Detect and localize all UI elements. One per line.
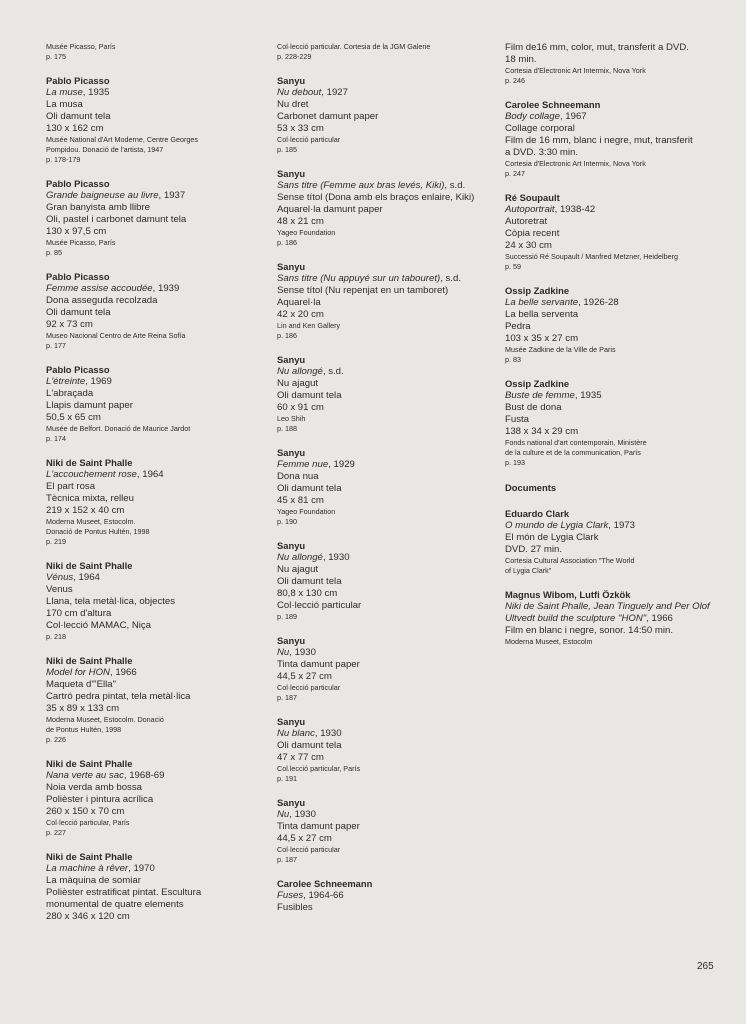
artist-name: Sanyu xyxy=(277,540,306,551)
work-detail: Oli, pastel i carbonet damunt tela xyxy=(46,214,187,225)
work-detail: DVD. 27 min. xyxy=(505,544,563,555)
work-year: , 1966 xyxy=(109,667,137,678)
work-title: La belle servante xyxy=(505,297,579,308)
work-title-line xyxy=(505,297,719,309)
work-detail: Aquarel·la xyxy=(277,297,321,308)
work-title: O mundo de Lygia Clark xyxy=(505,520,609,531)
work-detail: Carbonet damunt paper xyxy=(277,111,379,122)
work-title: Vénus xyxy=(46,572,74,583)
artist-name: Sanyu xyxy=(277,635,306,646)
work-title-line xyxy=(505,204,719,216)
artist-name: Ré Soupault xyxy=(505,192,560,203)
work-detail: 44,5 x 27 cm xyxy=(277,833,332,844)
work-credit: Successió Ré Soupault / Manfred Metzner, Heidelberg xyxy=(505,252,678,261)
page-number: 265 xyxy=(697,961,714,972)
work-detail: 50,5 x 65 cm xyxy=(46,412,101,423)
work-year: , 1964-66 xyxy=(303,890,344,901)
work-credit: p. 247 xyxy=(505,169,525,178)
work-detail: Film de 16 mm, blanc i negre, mut, transferit xyxy=(505,135,693,146)
work-title: Nu allongé xyxy=(277,552,323,563)
work-title-line xyxy=(277,728,491,740)
work-title: Sans titre (Nu appuyé sur un tabouret) xyxy=(277,273,441,284)
work-detail: 53 x 33 cm xyxy=(277,123,324,134)
work-year: , 1930 xyxy=(322,552,350,563)
work-credit: p. 174 xyxy=(46,434,66,443)
work-credit: p. 85 xyxy=(46,248,62,257)
work-detail: Tinta damunt paper xyxy=(277,659,360,670)
work-detail: Maqueta d'"Ella" xyxy=(46,679,116,690)
work-year: , 1967 xyxy=(559,111,587,122)
work-title-line xyxy=(46,283,260,295)
work-credit: p. 178-179 xyxy=(46,155,81,164)
artist-name: Pablo Picasso xyxy=(46,178,110,189)
artist-name: Niki de Saint Phalle xyxy=(46,560,133,571)
work-detail: El part rosa xyxy=(46,481,96,492)
column-2 xyxy=(277,42,491,927)
work-credit: p. 186 xyxy=(277,238,297,247)
work-year: , 1964 xyxy=(73,572,100,583)
work-title-line xyxy=(46,469,260,481)
work-detail: 219 x 152 x 40 cm xyxy=(46,505,125,516)
work-detail: Nu ajagut xyxy=(277,378,319,389)
work-detail: 130 x 162 cm xyxy=(46,123,104,134)
work-year: , 1935 xyxy=(82,87,110,98)
work-title-line xyxy=(277,273,491,285)
work-title-line xyxy=(505,613,719,625)
work-year: , 1938-42 xyxy=(554,204,596,215)
section-heading: Documents xyxy=(505,482,557,493)
work-title-line xyxy=(505,520,719,532)
artist-name: Magnus Wibom, Lutfi Özkök xyxy=(505,589,631,600)
work-detail: Noia verda amb bossa xyxy=(46,782,142,793)
work-title-line xyxy=(505,601,719,613)
work-detail: Oli damunt tela xyxy=(277,576,342,587)
work-detail: Dona nua xyxy=(277,471,319,482)
work-year: , 1930 xyxy=(314,728,342,739)
work-detail: Collage corporal xyxy=(505,123,575,134)
work-title-line xyxy=(46,190,260,202)
work-credit: de la culture et de la communication, París xyxy=(505,448,641,457)
catalogue-entry xyxy=(46,42,260,62)
column-3 xyxy=(505,42,719,660)
work-title: L'accouchement rose xyxy=(46,469,137,480)
catalogue-entry xyxy=(277,75,491,155)
artist-name: Ossip Zadkine xyxy=(505,378,570,389)
artist-name: Sanyu xyxy=(277,75,306,86)
work-title-line xyxy=(505,390,719,402)
catalogue-entry xyxy=(277,354,491,434)
work-credit: Musée de Belfort. Donació de Maurice Jardot xyxy=(46,424,191,433)
work-detail: Film en blanc i negre, sonor. 14:50 min. xyxy=(505,625,673,636)
work-detail: Col·lecció MAMAC, Niça xyxy=(46,620,152,631)
work-detail: Film de16 mm, color, mut, transferit a DVD. xyxy=(505,42,689,53)
work-credit: de Pontus Hultén, 1998 xyxy=(46,725,122,734)
artist-name: Sanyu xyxy=(277,797,306,808)
artist-name: Carolee Schneemann xyxy=(277,878,373,889)
work-credit: p. 228-229 xyxy=(277,52,312,61)
work-detail: Polièster estratificat pintat. Escultura xyxy=(46,887,202,898)
work-credit: p. 187 xyxy=(277,855,297,864)
work-credit: of Lygia Clark" xyxy=(505,566,552,575)
work-title-line xyxy=(277,180,491,192)
work-credit: Col·lecció particular xyxy=(277,845,341,854)
work-credit: Col·lecció particular xyxy=(277,135,341,144)
catalogue-entry xyxy=(505,378,719,468)
work-year: , 1937 xyxy=(158,190,186,201)
work-credit: Col·lecció particular, París xyxy=(46,818,130,827)
work-credit: p. 227 xyxy=(46,828,66,837)
work-title-line xyxy=(46,87,260,99)
work-year: , 1966 xyxy=(646,613,673,624)
work-detail: 60 x 91 cm xyxy=(277,402,324,413)
work-detail: Venus xyxy=(46,584,73,595)
work-detail: 138 x 34 x 29 cm xyxy=(505,426,579,437)
work-year: , 1935 xyxy=(574,390,602,401)
work-credit: p. 185 xyxy=(277,145,297,154)
work-year: , 1973 xyxy=(608,520,635,531)
work-detail: Aquarel·la damunt paper xyxy=(277,204,383,215)
work-detail: La musa xyxy=(46,99,83,110)
work-credit: p. 218 xyxy=(46,632,66,641)
work-detail: Cartró pedra pintat, tela metàl·lica xyxy=(46,691,191,702)
work-credit: Col.lecció particular, París xyxy=(277,764,361,773)
work-credit: Moderna Museet, Estocolm. xyxy=(46,517,136,526)
work-detail: Llapis damunt paper xyxy=(46,400,133,411)
work-detail: Oli damunt tela xyxy=(277,390,342,401)
work-credit: Lin and Ken Gallery xyxy=(277,321,341,330)
work-credit: p. 175 xyxy=(46,52,66,61)
work-year: , s.d. xyxy=(440,273,461,284)
work-credit: Musée Picasso, París xyxy=(46,238,116,247)
work-title-line xyxy=(46,376,260,388)
work-detail: Nu dret xyxy=(277,99,309,110)
work-credit: p. 189 xyxy=(277,612,297,621)
work-credit: Col·lecció particular. Cortesia de la JGM Galerie xyxy=(277,42,431,51)
work-detail: Tècnica mixta, relleu xyxy=(46,493,134,504)
artist-name: Carolee Schneemann xyxy=(505,99,601,110)
work-title-line xyxy=(277,809,491,821)
work-detail: Còpia recent xyxy=(505,228,560,239)
artist-name: Pablo Picasso xyxy=(46,364,110,375)
catalogue-entry xyxy=(505,192,719,272)
work-title: L'étreinte xyxy=(46,376,86,387)
work-detail: La màquina de somiar xyxy=(46,875,141,886)
work-title-line xyxy=(277,552,491,564)
catalogue-entry xyxy=(46,758,260,838)
work-credit: Yageo Foundation xyxy=(277,228,336,237)
work-credit: Fonds national d'art contemporain, Ministère xyxy=(505,438,647,447)
work-year: , s.d. xyxy=(322,366,344,377)
catalogue-entry xyxy=(46,560,260,642)
catalogue-entry xyxy=(46,364,260,444)
work-title-line xyxy=(46,572,260,584)
catalogue-entry xyxy=(46,178,260,258)
work-detail: La bella serventa xyxy=(505,309,579,320)
work-detail: 48 x 21 cm xyxy=(277,216,324,227)
work-title: Nu blanc xyxy=(277,728,315,739)
artist-name: Sanyu xyxy=(277,168,306,179)
work-credit: Donació de Pontus Hultén, 1998 xyxy=(46,527,150,536)
catalogue-entry xyxy=(277,878,491,914)
work-detail: Fusibles xyxy=(277,902,313,913)
work-detail: 42 x 20 cm xyxy=(277,309,324,320)
artist-name: Pablo Picasso xyxy=(46,75,110,86)
work-title: Nana verte au sac xyxy=(46,770,124,781)
work-credit: Pompidou. Donació de l'artista, 1947 xyxy=(46,145,164,154)
catalogue-entry xyxy=(277,540,491,622)
work-detail: Fusta xyxy=(505,414,529,425)
artist-name: Sanyu xyxy=(277,447,306,458)
work-title: Ultvedt build the sculpture "HON" xyxy=(505,613,647,624)
artist-name: Ossip Zadkine xyxy=(505,285,570,296)
work-credit: p. 187 xyxy=(277,693,297,702)
work-credit: p. 191 xyxy=(277,774,297,783)
catalogue-entry xyxy=(46,457,260,547)
catalogue-entry xyxy=(505,285,719,365)
catalogue-entry xyxy=(505,589,719,647)
work-year: , 1930 xyxy=(289,809,316,820)
work-detail: 44,5 x 27 cm xyxy=(277,671,332,682)
work-detail: 35 x 89 x 133 cm xyxy=(46,703,120,714)
work-detail: Oli damunt tela xyxy=(277,740,342,751)
work-credit: p. 83 xyxy=(505,355,521,364)
work-detail: 92 x 73 cm xyxy=(46,319,93,330)
catalogue-entry xyxy=(505,99,719,179)
catalogue-entry xyxy=(277,797,491,865)
artist-name: Niki de Saint Phalle xyxy=(46,758,133,769)
catalogue-entry xyxy=(46,655,260,745)
work-credit: p. 188 xyxy=(277,424,297,433)
work-credit: p. 190 xyxy=(277,517,297,526)
work-detail: Oli damunt tela xyxy=(46,307,111,318)
work-year: , 1968-69 xyxy=(123,770,165,781)
catalogue-entry xyxy=(46,851,260,923)
work-credit: p. 219 xyxy=(46,537,66,546)
work-credit: p. 246 xyxy=(505,76,525,85)
work-credit: Moderna Museet, Estocolm xyxy=(505,637,593,646)
work-credit: Cortesia Cultural Association "The World xyxy=(505,556,635,565)
work-credit: Moderna Museet, Estocolm. Donació xyxy=(46,715,164,724)
work-detail: 280 x 346 x 120 cm xyxy=(46,911,130,922)
work-credit: p. 193 xyxy=(505,458,525,467)
column-1 xyxy=(46,42,260,936)
catalogue-entry xyxy=(505,508,719,576)
work-title: Grande baigneuse au livre xyxy=(46,190,159,201)
work-year: , 1970 xyxy=(128,863,155,874)
work-title: Nu debout xyxy=(277,87,322,98)
work-title-line xyxy=(505,111,719,123)
artist-name: Sanyu xyxy=(277,354,306,365)
work-title-line xyxy=(46,863,260,875)
catalogue-entry xyxy=(505,42,719,86)
work-title: Model for HON xyxy=(46,667,110,678)
work-title-line xyxy=(277,87,491,99)
work-detail: Dona asseguda recolzada xyxy=(46,295,158,306)
work-credit: Leo Shih xyxy=(277,414,306,423)
work-detail: Gran banyista amb llibre xyxy=(46,202,150,213)
work-detail: Nu ajagut xyxy=(277,564,319,575)
work-detail: Tinta damunt paper xyxy=(277,821,360,832)
work-title: Femme assise accoudée xyxy=(46,283,153,294)
work-credit: p. 177 xyxy=(46,341,66,350)
work-year: , 1929 xyxy=(328,459,355,470)
work-detail: monumental de quatre elements xyxy=(46,899,184,910)
work-credit: Museo Nacional Centro de Arte Reina Sofía xyxy=(46,331,186,340)
work-title: Nu xyxy=(277,647,290,658)
artist-name: Niki de Saint Phalle xyxy=(46,457,133,468)
catalogue-entry xyxy=(277,168,491,248)
work-credit: p. 59 xyxy=(505,262,521,271)
work-year: , s.d. xyxy=(444,180,466,191)
artist-name: Pablo Picasso xyxy=(46,271,110,282)
work-detail: Autoretrat xyxy=(505,216,548,227)
work-title: Body collage xyxy=(505,111,560,122)
artist-name: Niki de Saint Phalle xyxy=(46,851,133,862)
work-title-line xyxy=(46,770,260,782)
work-title: Sans titre (Femme aux bras levés, Kiki) xyxy=(277,180,445,191)
work-detail: Bust de dona xyxy=(505,402,562,413)
work-title-line xyxy=(46,667,260,679)
work-title: Nu xyxy=(277,809,290,820)
work-credit: Musée Zadkine de la Ville de Paris xyxy=(505,345,616,354)
work-detail: 170 cm d'altura xyxy=(46,608,112,619)
work-title: Nu allongé xyxy=(277,366,323,377)
work-credit: Musée Picasso, París xyxy=(46,42,116,51)
catalogue-entry xyxy=(277,447,491,527)
work-detail: 45 x 81 cm xyxy=(277,495,324,506)
work-title-line xyxy=(277,459,491,471)
work-detail: Sense títol (Nu repenjat en un tamboret) xyxy=(277,285,449,296)
work-detail: Oli damunt tela xyxy=(46,111,111,122)
work-title-line xyxy=(277,366,491,378)
work-credit: Col·lecció particular xyxy=(277,683,341,692)
work-credit: Yageo Foundation xyxy=(277,507,336,516)
work-detail: L'abraçada xyxy=(46,388,94,399)
work-title-line xyxy=(277,890,491,902)
artist-name: Eduardo Clark xyxy=(505,508,570,519)
work-detail: a DVD. 3:30 min. xyxy=(505,147,579,158)
work-title: Buste de femme xyxy=(505,390,575,401)
work-year: , 1930 xyxy=(289,647,316,658)
work-detail: El món de Lygia Clark xyxy=(505,532,599,543)
work-title: La machine à rêver xyxy=(46,863,129,874)
work-title-line xyxy=(277,647,491,659)
work-credit: p. 226 xyxy=(46,735,66,744)
artist-name: Sanyu xyxy=(277,716,306,727)
work-title: Niki de Saint Phalle, Jean Tinguely and Per Olof xyxy=(505,601,710,612)
catalogue-entry xyxy=(277,42,491,62)
work-detail: 260 x 150 x 70 cm xyxy=(46,806,125,817)
catalogue-entry xyxy=(277,716,491,784)
catalogue-entry xyxy=(46,75,260,165)
work-credit: Cortesia d'Electronic Art Intermix, Nova York xyxy=(505,159,646,168)
artist-name: Sanyu xyxy=(277,261,306,272)
work-detail: 130 x 97,5 cm xyxy=(46,226,107,237)
work-year: , 1939 xyxy=(152,283,180,294)
work-detail: 47 x 77 cm xyxy=(277,752,324,763)
work-detail: Sense títol (Dona amb els braços enlaire, Kiki) xyxy=(277,192,475,203)
work-detail: Oli damunt tela xyxy=(277,483,342,494)
work-detail: Polièster i pintura acrílica xyxy=(46,794,154,805)
catalogue-entry xyxy=(46,271,260,351)
work-title: Femme nue xyxy=(277,459,329,470)
work-detail: Llana, tela metàl·lica, objectes xyxy=(46,596,176,607)
work-title: Fuses xyxy=(277,890,304,901)
work-year: , 1927 xyxy=(321,87,348,98)
work-year: , 1926-28 xyxy=(578,297,619,308)
work-detail: Col·lecció particular xyxy=(277,600,362,611)
work-year: , 1969 xyxy=(85,376,112,387)
work-detail: 18 min. xyxy=(505,54,537,65)
work-detail: 80,8 x 130 cm xyxy=(277,588,338,599)
work-detail: 24 x 30 cm xyxy=(505,240,552,251)
catalogue-entry xyxy=(277,261,491,341)
work-title: La muse xyxy=(46,87,83,98)
work-detail: 103 x 35 x 27 cm xyxy=(505,333,579,344)
artist-name: Niki de Saint Phalle xyxy=(46,655,133,666)
work-year: , 1964 xyxy=(136,469,164,480)
catalogue-entry xyxy=(277,635,491,703)
work-detail: Pedra xyxy=(505,321,531,332)
work-credit: Musée National d'Art Moderne, Centre Georges xyxy=(46,135,198,144)
work-credit: Cortesia d'Electronic Art Intermix, Nova York xyxy=(505,66,646,75)
work-title: Autoportrait xyxy=(505,204,555,215)
work-credit: p. 186 xyxy=(277,331,297,340)
